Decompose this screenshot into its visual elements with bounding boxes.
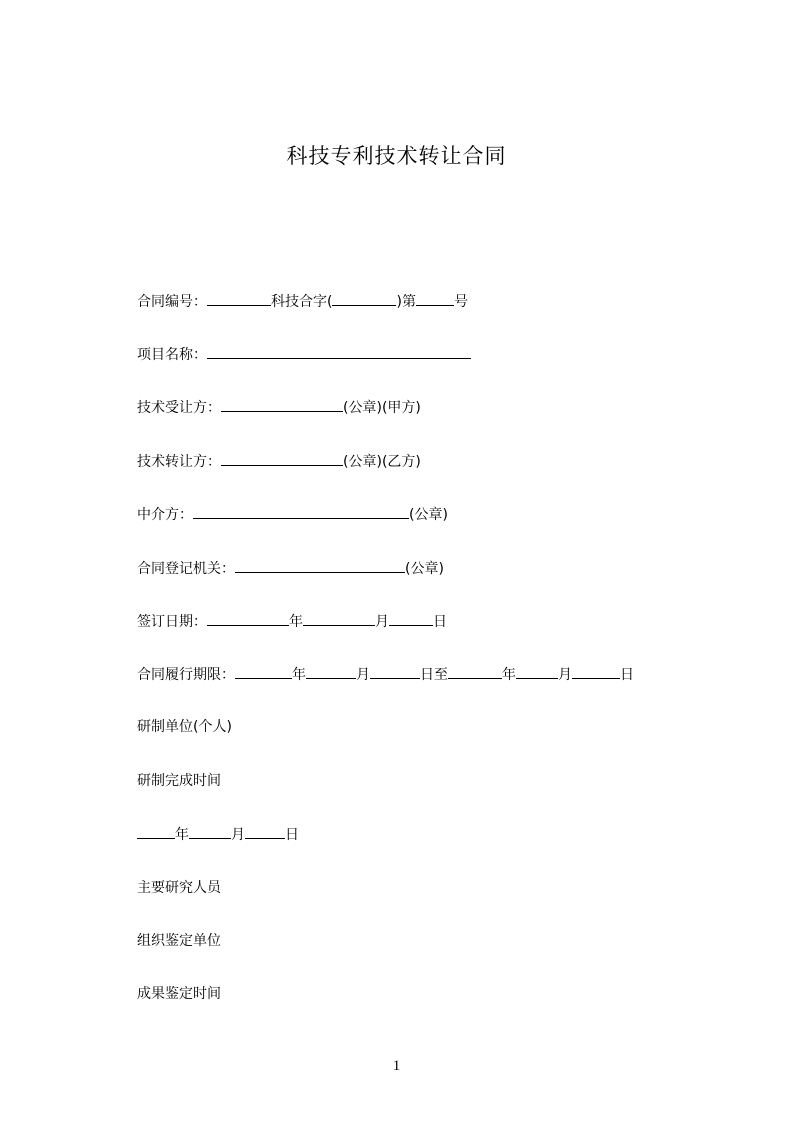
- appraisal-time-line: [137, 984, 221, 1004]
- start-day-to-text: 日至: [420, 667, 448, 683]
- research-completion-line: [137, 771, 221, 791]
- end-month-blank[interactable]: [516, 664, 558, 679]
- signing-day-blank[interactable]: [389, 611, 433, 626]
- research-date-line: [137, 824, 299, 845]
- appraisal-time-label: 成果鉴定时间: [137, 986, 221, 1002]
- research-day-text: 日: [285, 827, 299, 843]
- transferee-line: [137, 397, 421, 418]
- research-month-text: 月: [231, 827, 245, 843]
- start-month-blank[interactable]: [306, 664, 356, 679]
- contract-number-open-paren: (: [327, 294, 333, 310]
- signing-date-label: 签订日期：: [137, 614, 207, 630]
- project-name-label: 项目名称：: [137, 347, 207, 363]
- intermediary-blank[interactable]: [193, 504, 409, 519]
- intermediary-line: [137, 504, 448, 525]
- main-researchers-label: 主要研究人员: [137, 880, 221, 896]
- contract-number-hao-text: 号: [453, 294, 468, 310]
- signing-month-text: 月: [375, 614, 389, 630]
- end-year-text: 年: [502, 667, 516, 683]
- research-year-blank[interactable]: [137, 824, 175, 839]
- transferor-label: 技术转让方：: [137, 454, 221, 470]
- signing-year-blank[interactable]: [207, 611, 289, 626]
- contract-number-seq-blank[interactable]: [416, 291, 454, 306]
- end-day-text: 日: [620, 667, 634, 683]
- contract-number-blank[interactable]: [207, 291, 271, 306]
- contract-number-close-paren: ): [396, 294, 402, 310]
- transferor-blank[interactable]: [221, 451, 343, 466]
- project-name-blank[interactable]: [207, 344, 471, 359]
- page-number: 1: [392, 1058, 401, 1074]
- start-year-blank[interactable]: [235, 664, 292, 679]
- registration-authority-seal: (公章): [405, 561, 444, 577]
- research-year-text: 年: [175, 827, 189, 843]
- research-day-blank[interactable]: [245, 824, 285, 839]
- signing-date-line: [137, 611, 447, 632]
- transferor-line: [137, 451, 421, 472]
- transferee-party: (甲方): [381, 400, 421, 416]
- transferor-seal: (公章): [343, 454, 382, 470]
- document-title: 科技专利技术转让合同: [286, 144, 507, 168]
- performance-period-label: 合同履行期限：: [137, 667, 235, 683]
- contract-number-year-blank[interactable]: [332, 291, 396, 306]
- intermediary-label: 中介方：: [137, 507, 193, 523]
- end-day-blank[interactable]: [572, 664, 620, 679]
- contract-number-mid-text: 科技合字: [271, 294, 327, 310]
- registration-authority-label: 合同登记机关：: [137, 561, 235, 577]
- start-year-text: 年: [292, 667, 306, 683]
- performance-period-line: [137, 664, 634, 685]
- research-unit-label: 研制单位(个人): [137, 719, 232, 735]
- research-completion-label: 研制完成时间: [137, 773, 221, 789]
- signing-year-text: 年: [289, 614, 303, 630]
- registration-authority-line: [137, 558, 444, 579]
- signing-month-blank[interactable]: [303, 611, 375, 626]
- research-month-blank[interactable]: [189, 824, 231, 839]
- project-name-line: [137, 344, 471, 365]
- intermediary-seal: (公章): [409, 507, 448, 523]
- main-researchers-line: [137, 878, 221, 898]
- signing-day-text: 日: [433, 614, 447, 630]
- start-month-text: 月: [356, 667, 370, 683]
- contract-number-line: [137, 291, 468, 312]
- end-month-text: 月: [558, 667, 572, 683]
- research-unit-line: [137, 717, 232, 737]
- transferee-seal: (公章): [343, 400, 382, 416]
- start-day-blank[interactable]: [370, 664, 420, 679]
- end-year-blank[interactable]: [448, 664, 502, 679]
- transferee-blank[interactable]: [221, 397, 343, 412]
- contract-number-di-text: 第: [401, 294, 416, 310]
- contract-number-label: 合同编号：: [137, 294, 207, 310]
- registration-authority-blank[interactable]: [235, 558, 405, 573]
- appraisal-org-label: 组织鉴定单位: [137, 933, 221, 949]
- transferor-party: (乙方): [381, 454, 421, 470]
- transferee-label: 技术受让方：: [137, 400, 221, 416]
- appraisal-org-line: [137, 931, 221, 951]
